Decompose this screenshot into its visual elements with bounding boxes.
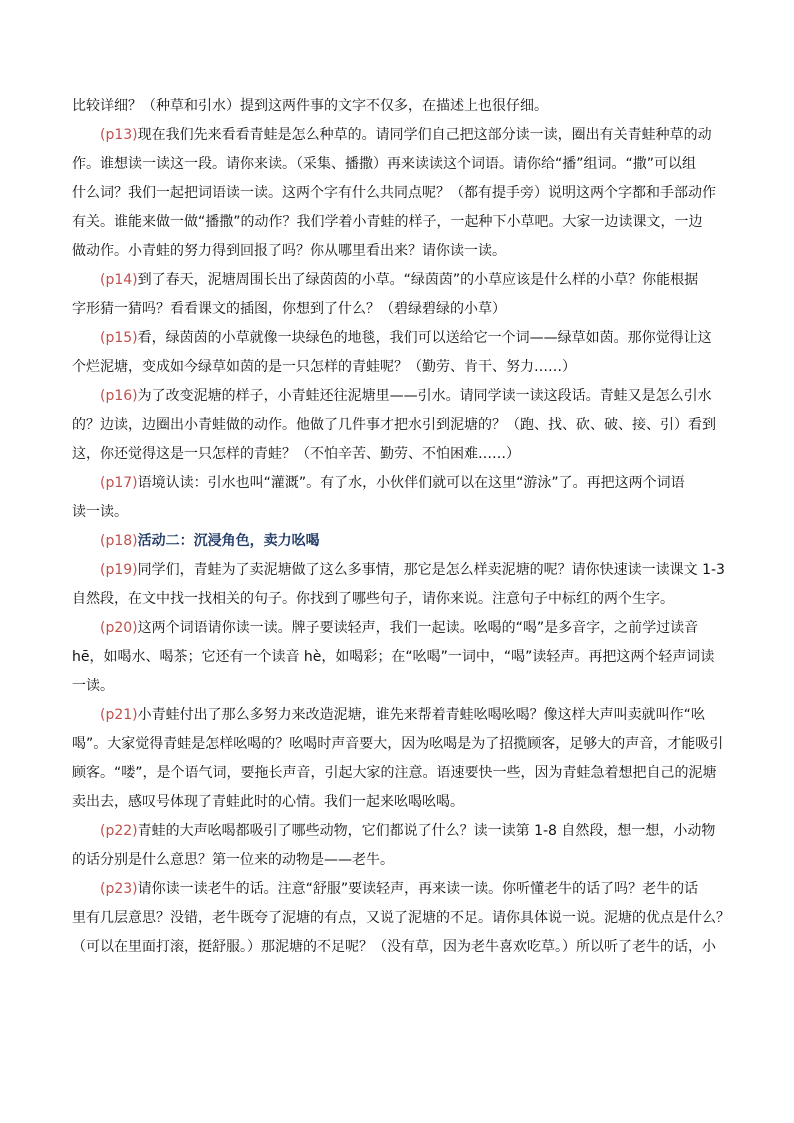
- text-line: [72, 939, 724, 955]
- paragraph-text: 字形猜一猜吗？看看课文的插图，你想到了什么？（碧绿碧绿的小草）: [72, 301, 506, 317]
- paragraph-text: （可以在里面打滚，挺舒服。）那泥塘的不足呢？（没有草，因为老牛喜欢吃草。）所以听了老牛的话，小: [72, 939, 716, 955]
- paragraph-text: 什么词？我们一起把词语读一读。这两个字有什么共同点呢？（都有提手旁）说明这两个字都和手部动作: [72, 185, 716, 201]
- paragraph-text: 的话分别是什么意思？第一位来的动物是——老牛。: [72, 852, 394, 868]
- paragraph-text: 的？边读，边圈出小青蛙做的动作。他做了几件事才把水引到泥塘的？（跑、找、砍、破、接、引）看到: [72, 417, 716, 433]
- page-ref: (p23): [100, 881, 138, 897]
- paragraph-text: 青蛙的大声吆喝都吸引了哪些动物，它们都说了什么？读一读第 1-8 自然段，想一想，小动物: [137, 823, 716, 839]
- text-line: [72, 765, 724, 781]
- paragraph-text: 这，你还觉得这是一只怎样的青蛙？（不怕辛苦、勤劳、不怕困难……）: [72, 446, 520, 462]
- text-line: [72, 649, 724, 665]
- paragraph-text: 看，绿茵茵的小草就像一块绿色的地毯，我们可以送给它一个词——绿草如茵。那你觉得让这: [137, 330, 712, 346]
- text-line: [72, 707, 724, 723]
- paragraph-text: 小青蛙付出了那么多努力来改造泥塘，谁先来帮着青蛙吆喝吆喝？像这样大声叫卖就叫作“吆: [137, 707, 705, 723]
- text-line: [72, 475, 724, 491]
- text-line: [72, 417, 724, 433]
- text-line: [72, 794, 724, 810]
- section-heading: 活动二：沉浸角色，卖力吆喝: [137, 533, 320, 549]
- page-ref: (p17): [100, 475, 138, 491]
- paragraph-text: 读一读。: [72, 504, 128, 520]
- paragraph-text: 为了改变泥塘的样子，小青蛙还往泥塘里——引水。请同学读一读这段话。青蛙又是怎么引水: [137, 388, 712, 404]
- paragraph-text: 做动作。小青蛙的努力得到回报了吗？你从哪里看出来？请你读一读。: [72, 243, 506, 259]
- paragraph-text: 自然段，在文中找一找相关的句子。你找到了哪些句子，请你来说。注意句子中标红的两个生字。: [72, 591, 674, 607]
- paragraph-text: 有关。谁能来做一做“播撒”的动作？我们学着小青蛙的样子，一起种下小草吧。大家一边读课文，一边: [72, 214, 703, 230]
- paragraph-text: 里有几层意思？没错，老牛既夸了泥塘的有点，又说了泥塘的不足。请你具体说一说。泥塘的优点是什么？: [72, 910, 730, 926]
- text-line: [72, 330, 724, 346]
- text-line: [72, 388, 724, 404]
- paragraph-text: 卖出去，感叹号体现了青蛙此时的心情。我们一起来吆喝吆喝。: [72, 794, 464, 810]
- text-line: [72, 156, 724, 172]
- text-line: [72, 127, 724, 143]
- text-line: [72, 359, 724, 375]
- text-line: [72, 910, 730, 926]
- page-ref: (p14): [100, 272, 138, 288]
- paragraph-text: 顾客。“喽”，是个语气词，要拖长声音，引起大家的注意。语速要快一些，因为青蛙急着想把自己的泥塘: [72, 765, 717, 781]
- page-ref: (p18): [100, 533, 138, 549]
- text-line: [72, 272, 724, 288]
- paragraph-text: 同学们，青蛙为了卖泥塘做了这么多事情，那它是怎么样卖泥塘的呢？请你快速读一读课文 1-3: [137, 562, 725, 578]
- text-line: [72, 678, 724, 694]
- text-line: [72, 562, 724, 578]
- page-ref: (p16): [100, 388, 138, 404]
- page-ref: (p13): [100, 127, 138, 143]
- paragraph-text: 比较详细？（种草和引水）提到这两件事的文字不仅多，在描述上也很仔细。: [72, 98, 548, 114]
- paragraph-text: 喝”。大家觉得青蛙是怎样吆喝的？吆喝时声音要大，因为吆喝是为了招揽顾客，足够大的声音，才能吸引: [72, 736, 724, 752]
- text-line: [72, 243, 724, 259]
- page-ref: (p19): [100, 562, 138, 578]
- text-line: [72, 736, 724, 752]
- text-line: [72, 446, 724, 462]
- text-line: [72, 620, 724, 636]
- page-ref: (p20): [100, 620, 138, 636]
- text-line: [72, 533, 724, 549]
- text-line: [72, 823, 724, 839]
- paragraph-text: hē，如喝水、喝茶；它还有一个读音 hè，如喝彩；在“吆喝”一词中，“喝”读轻声。再把这两个轻声词读: [72, 649, 715, 665]
- text-line: [72, 504, 724, 520]
- text-line: [72, 881, 724, 897]
- text-line: [72, 185, 724, 201]
- text-line: [72, 852, 724, 868]
- paragraph-text: 语境认读：引水也叫“灌溉”。有了水，小伙伴们就可以在这里“游泳”了。再把这两个词语: [137, 475, 685, 491]
- document-page: [72, 98, 730, 968]
- paragraph-text: 请你读一读老牛的话。注意“舒服”要读轻声，再来读一读。你听懂老牛的话了吗？老牛的话: [137, 881, 699, 897]
- page-ref: (p22): [100, 823, 138, 839]
- paragraph-text: 一读。: [72, 678, 114, 694]
- text-line: [72, 214, 724, 230]
- page-ref: (p21): [100, 707, 138, 723]
- text-line: [72, 301, 724, 317]
- paragraph-text: 这两个词语请你读一读。牌子要读轻声，我们一起读。吆喝的“喝”是多音字，之前学过读音: [137, 620, 699, 636]
- text-line: [72, 98, 724, 114]
- paragraph-text: 现在我们先来看看青蛙是怎么种草的。请同学们自己把这部分读一读，圈出有关青蛙种草的动: [137, 127, 712, 143]
- paragraph-text: 个烂泥塘，变成如今绿草如茵的是一只怎样的青蛙呢？（勤劳、肯干、努力……）: [72, 359, 576, 375]
- paragraph-text: 到了春天，泥塘周围长出了绿茵茵的小草。“绿茵茵”的小草应该是什么样的小草？你能根据: [137, 272, 699, 288]
- text-line: [72, 591, 724, 607]
- paragraph-text: 作。谁想读一读这一段。请你来读。（采集、播撒）再来读读这个词语。请你给“播”组词。“撒”可以组: [72, 156, 697, 172]
- page-ref: (p15): [100, 330, 138, 346]
